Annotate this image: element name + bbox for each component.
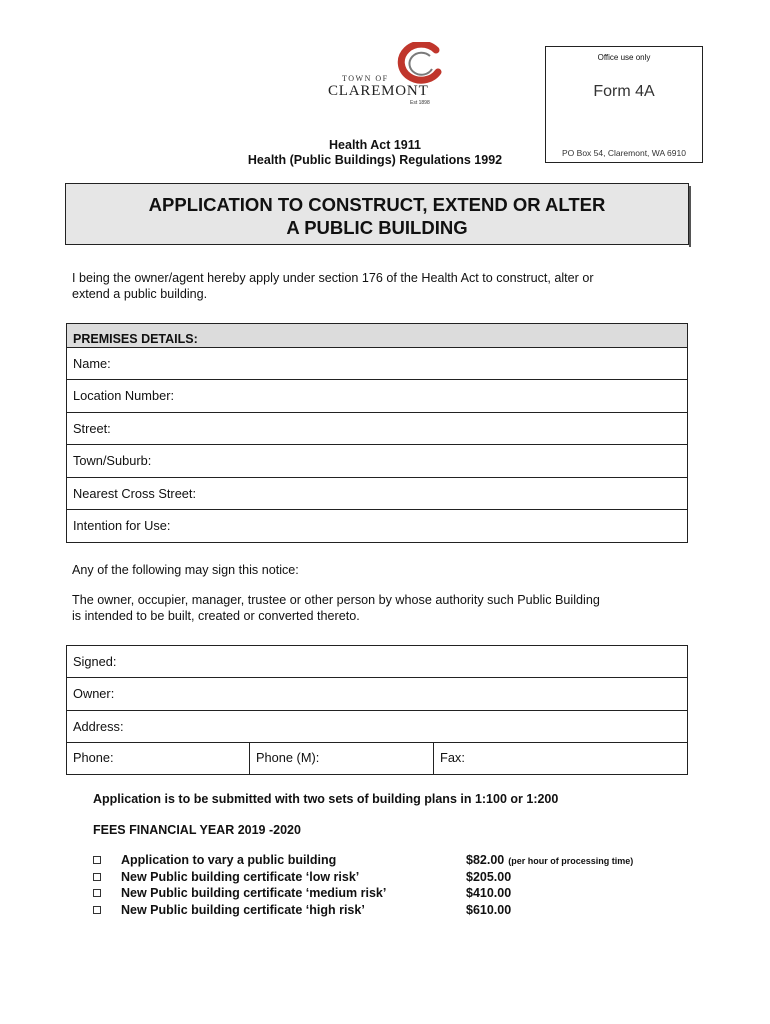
legislation-heading <box>180 138 570 168</box>
fee-checkbox[interactable] <box>93 873 101 881</box>
fee-label: New Public building certificate ‘low risk’ <box>121 869 360 884</box>
signers-desc-line1: The owner, occupier, manager, trustee or other person by whose authority such Public Building <box>72 593 600 607</box>
fee-checkbox[interactable] <box>93 856 101 864</box>
fee-note: (per hour of processing time) <box>508 856 634 866</box>
fee-amount: $610.00 <box>466 902 512 917</box>
fee-item <box>93 870 693 887</box>
signers-desc-line2: is intended to be built, created or converted thereto. <box>72 609 360 623</box>
field-street[interactable]: Street: <box>67 413 687 445</box>
field-town-suburb[interactable]: Town/Suburb: <box>67 445 687 477</box>
premises-details-table <box>66 323 688 543</box>
fee-amount: $410.00 <box>466 886 512 900</box>
premises-header: PREMISES DETAILS: <box>67 324 687 348</box>
health-act-line: Health Act 1911 <box>329 138 421 152</box>
fee-label: Application to vary a public building <box>121 853 337 867</box>
fees-list <box>93 853 693 919</box>
form-title-box <box>65 183 689 245</box>
logo-est-text: Est 1898 <box>410 100 430 106</box>
office-use-label: Office use only <box>597 53 651 62</box>
field-address[interactable]: Address: <box>67 711 687 743</box>
fee-amount: $82.00 <box>466 853 505 867</box>
fee-checkbox[interactable] <box>93 906 101 914</box>
logo-name-text: CLAREMONT <box>328 83 429 99</box>
fee-label: New Public building certificate ‘medium risk’ <box>121 886 387 900</box>
intro-statement <box>72 270 692 302</box>
field-signed[interactable]: Signed: <box>67 646 687 678</box>
field-name[interactable]: Name: <box>67 348 687 380</box>
regulations-line: Health (Public Buildings) Regulations 1992 <box>247 153 503 167</box>
logo-town-text: TOWN OF <box>342 74 389 83</box>
logo-arc-icon <box>392 42 444 84</box>
field-phone[interactable]: Phone: <box>67 743 250 774</box>
fee-checkbox[interactable] <box>93 889 101 897</box>
field-nearest-cross-street[interactable]: Nearest Cross Street: <box>67 478 687 510</box>
field-location-number[interactable]: Location Number: <box>67 380 687 412</box>
field-phone-mobile[interactable]: Phone (M): <box>250 743 434 774</box>
signers-description <box>72 592 692 624</box>
fee-amount-wrap <box>466 853 633 867</box>
form-title-line2: A PUBLIC BUILDING <box>286 217 468 238</box>
fee-item <box>93 886 693 903</box>
fee-item <box>93 853 693 870</box>
fee-amount: $205.00 <box>466 869 512 884</box>
fee-label: New Public building certificate ‘high risk’ <box>121 902 365 917</box>
field-intention-for-use[interactable]: Intention for Use: <box>73 517 171 533</box>
form-number: Form 4A <box>593 83 655 100</box>
claremont-logo <box>328 42 448 108</box>
submission-note: Application is to be submitted with two sets of building plans in 1:100 or 1:200 <box>93 792 559 806</box>
fee-item <box>93 903 693 920</box>
signature-table <box>66 645 688 775</box>
field-fax[interactable]: Fax: <box>440 750 465 766</box>
signers-intro: Any of the following may sign this notice: <box>72 563 299 577</box>
po-box-address: PO Box 54, Claremont, WA 6910 <box>562 148 686 158</box>
phone-row <box>67 743 687 774</box>
intro-line2: extend a public building. <box>72 287 208 301</box>
form-title-line1: APPLICATION TO CONSTRUCT, EXTEND OR ALTER <box>148 194 606 215</box>
fees-title: FEES FINANCIAL YEAR 2019 -2020 <box>93 823 301 837</box>
intro-line1: I being the owner/agent hereby apply under section 176 of the Health Act to construct, alter or <box>72 271 594 285</box>
field-owner[interactable]: Owner: <box>67 678 687 710</box>
